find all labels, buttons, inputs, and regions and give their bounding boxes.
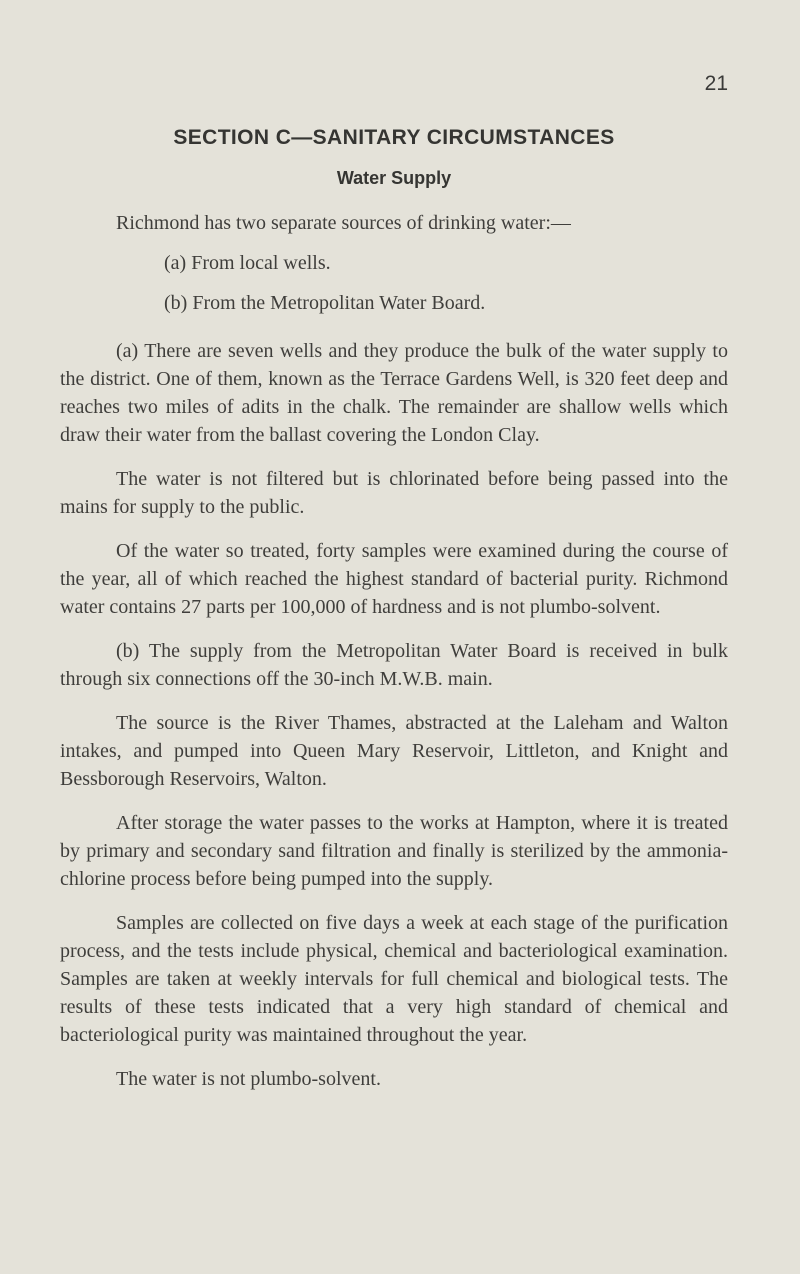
subheading-water-supply: Water Supply	[336, 168, 452, 188]
paragraph-mwb-supply: (b) The supply from the Metropolitan Water Board is received in bulk through six connections off the 30-inch M.W.B. main.	[60, 640, 728, 690]
paragraph-samples-richmond: Of the water so treated, forty samples were examined during the course of the year, all of which reached the highest standard of bacterial purity. Richmond water contains 27 parts per 100,000 of hardness and is not plumbo-solvent.	[60, 540, 728, 618]
source-item-local-wells: (a) From local wells.	[164, 252, 331, 274]
paragraph-wells: (a) There are seven wells and they produce the bulk of the water supply to the district. One of them, known as the Terrace Gardens Well, is 320 feet deep and reaches two miles of adits in the chalk. The remainder are shallow wells which draw their water from the ballast covering the London Clay.	[60, 340, 728, 446]
page-number: 21	[704, 72, 728, 95]
source-item-metropolitan-water-board: (b) From the Metropolitan Water Board.	[164, 292, 486, 314]
paragraph-sampling-tests: Samples are collected on five days a week at each stage of the purification process, and the tests include physical, chemical and bacteriological examination. Samples are taken at weekly intervals for full chemical and biological tests. The results of these tests indicated that a very high standard of chemical and bacteriological purity was maintained throughout the year.	[60, 912, 728, 1046]
paragraph-river-thames-source: The source is the River Thames, abstracted at the Laleham and Walton intakes, and pumped into Queen Mary Reservoir, Littleton, and Knight and Bessborough Reservoirs, Walton.	[60, 712, 728, 790]
paragraph-hampton-treatment: After storage the water passes to the works at Hampton, where it is treated by primary and secondary sand filtration and finally is sterilized by the ammonia-chlorine process before being pumped into the supply.	[60, 812, 728, 890]
paragraph-plumbo-solvent: The water is not plumbo-solvent.	[116, 1068, 381, 1090]
intro-sentence: Richmond has two separate sources of drinking water:—	[116, 212, 571, 234]
paragraph-chlorination: The water is not filtered but is chlorinated before being passed into the mains for supply to the public.	[60, 468, 728, 518]
section-title: SECTION C—SANITARY CIRCUMSTANCES	[173, 126, 615, 149]
